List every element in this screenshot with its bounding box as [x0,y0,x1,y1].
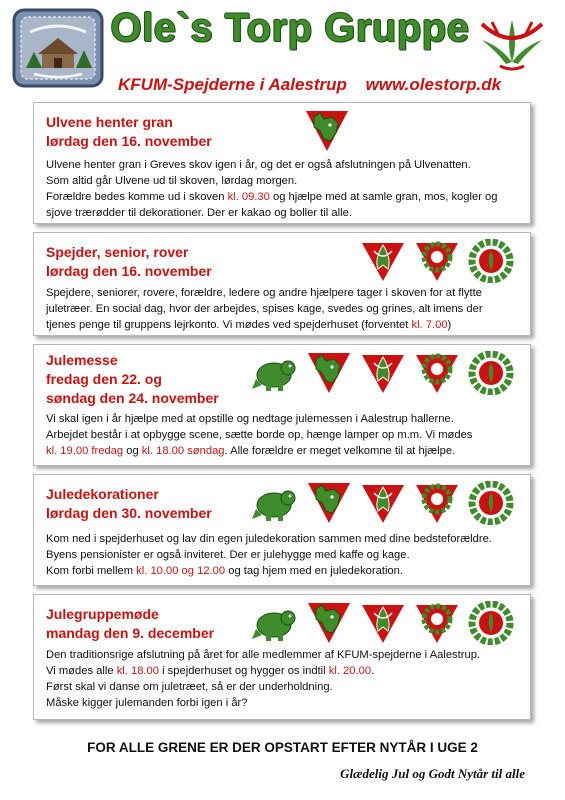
rover-wreath-icon [468,239,514,283]
event-description [46,531,520,579]
description-text: Kom ned i spejderhuset og lav din egen juledekoration sammen med dine bedsteforældre. [46,533,492,545]
description-text: og [123,445,142,457]
description-line [46,205,520,221]
beaver-icon [252,481,298,525]
senior-wreath-icon [414,351,460,395]
scout-triangle-icon [360,351,406,395]
event-description [46,647,520,711]
wolf-icon [306,481,352,525]
description-text: juletræer. En social dag, hvor der arbejdes, spises kage, svedes og grines, alt imens der [46,303,483,315]
senior-wreath-icon [414,239,460,283]
time-highlight: kl. 18.00 [116,665,159,677]
description-line [46,157,520,173]
event-date: mandag den 9. december [46,625,215,641]
time-highlight: kl. 18.00 søndag [141,445,225,457]
time-highlight: kl. 19.00 fredag [46,445,124,457]
event-julemesse [33,344,531,466]
event-title-line: Julemesse [46,352,118,368]
event-date: søndag den 24. november [46,390,219,406]
event-date: fredag den 22. og [46,371,162,387]
event-description [46,411,520,459]
footer-announcement: FOR ALLE GRENE ER DER OPSTART EFTER NYTÅR I UGE 2 [87,740,478,755]
description-line [46,547,520,563]
description-text: Kom forbi mellem [46,565,137,577]
rover-wreath-icon [468,351,514,395]
description-line [46,173,520,189]
scout-triangle-icon [360,239,406,283]
description-text: Arbejdet består i at opbygge scene, sætte borde op, hænge lamper op m.m. Vi mødes [46,429,473,441]
time-highlight: kl. 7.00 [411,319,448,331]
description-text: Som altid går Ulvene ud til skoven, lørdag morgen. [46,175,298,187]
description-text: Vi mødes alle [46,665,117,677]
event-title [46,485,212,523]
scout-triangle-icon [360,601,406,645]
scout-triangle-icon [360,481,406,525]
event-spejder-senior-rover [33,232,531,336]
rover-wreath-icon [468,601,514,645]
group-badge-image [12,8,104,88]
wolf-icon [304,109,350,153]
event-ulvene [33,102,531,224]
description-text: Den traditionsrige afslutning på året for alle medlemmer af KFUM-spejderne i Aalestrup. [46,649,481,661]
event-date: lørdag den 16. november [46,133,212,149]
event-description [46,157,520,221]
event-title [46,605,214,643]
description-text: Vi skal igen i år hjælpe med at opstille og nedtage julemessen i Aalestrup hallerne. [46,413,454,425]
wolf-icon [306,351,352,395]
description-text: ) [447,319,452,331]
description-text: tjenes penge til gruppens lejrkonto. Vi mødes ved spejderhuset (forventet [46,319,412,331]
description-text: Byens pensionister er også inviteret. Der er julehygge med kaffe og kage. [46,549,410,561]
description-text: Ulvene henter gran i Greves skov igen i år, og det er også afslutningen på Ulvenatten. [46,159,471,171]
description-line [46,679,520,695]
description-line [46,663,520,679]
event-title [46,351,219,408]
beaver-icon [252,351,298,395]
event-juledekorationer [33,474,531,586]
event-title-line: Julegruppemøde [46,606,159,622]
time-highlight: kl. 09.30 [227,191,270,203]
beaver-icon [252,601,298,645]
description-line [46,531,520,547]
event-title-line: Juledekorationer [46,486,159,502]
description-text: Først skal vi danse om juletræet, så er der underholdning. [46,681,333,693]
description-line [46,285,520,301]
wolf-icon [306,601,352,645]
event-date: lørdag den 16. november [46,263,212,279]
description-text: . Alle forældre er meget velkomne til at hjælpe. [224,445,456,457]
description-line [46,427,520,443]
description-text: og hjælpe med at samle gran, mos, kogler og [269,191,498,203]
holiday-greeting: Glædelig Jul og Godt Nytår til alle [340,766,525,781]
rover-wreath-icon [468,481,514,525]
organization-name: KFUM-Spejderne i Aalestrup [118,75,347,94]
event-title-line: Ulvene henter gran [46,114,173,130]
event-title [46,243,212,281]
description-line [46,443,520,459]
description-text: Spejdere, seniorer, rovere, forældre, ledere og andre hjælpere tager i skoven for at flytte [46,287,482,299]
description-line [46,411,520,427]
description-text: og tag hjem med en juledekoration. [225,565,403,577]
description-text: sjove trærødder til dekorationer. Der er kakao og boller til alle. [46,207,352,219]
page-title: Ole`s Torp Gruppe [110,6,470,50]
senior-wreath-icon [414,601,460,645]
description-text: i spejderhuset og hygger os indtil [158,665,329,677]
organization-line [118,75,558,95]
time-highlight: kl. 10.00 og 12.00 [136,565,226,577]
event-title-line: Spejder, senior, rover [46,244,189,260]
description-text: Forældre bedes komme ud i skoven [46,191,228,203]
description-line [46,301,520,317]
description-text: . [371,665,375,677]
event-description [46,285,520,333]
description-line [46,563,520,579]
description-line [46,695,520,711]
description-line [46,189,520,205]
website-link[interactable]: www.olestorp.dk [365,75,502,94]
description-line [46,647,520,663]
event-title [46,113,212,151]
senior-wreath-icon [414,481,460,525]
kfum-scouts-logo-icon [478,12,546,72]
event-date: lørdag den 30. november [46,505,212,521]
event-julegruppemode [33,594,531,720]
time-highlight: kl. 20.00 [328,665,372,677]
description-text: Måske kigger julemanden forbi igen i år? [46,697,248,709]
description-line [46,317,520,333]
